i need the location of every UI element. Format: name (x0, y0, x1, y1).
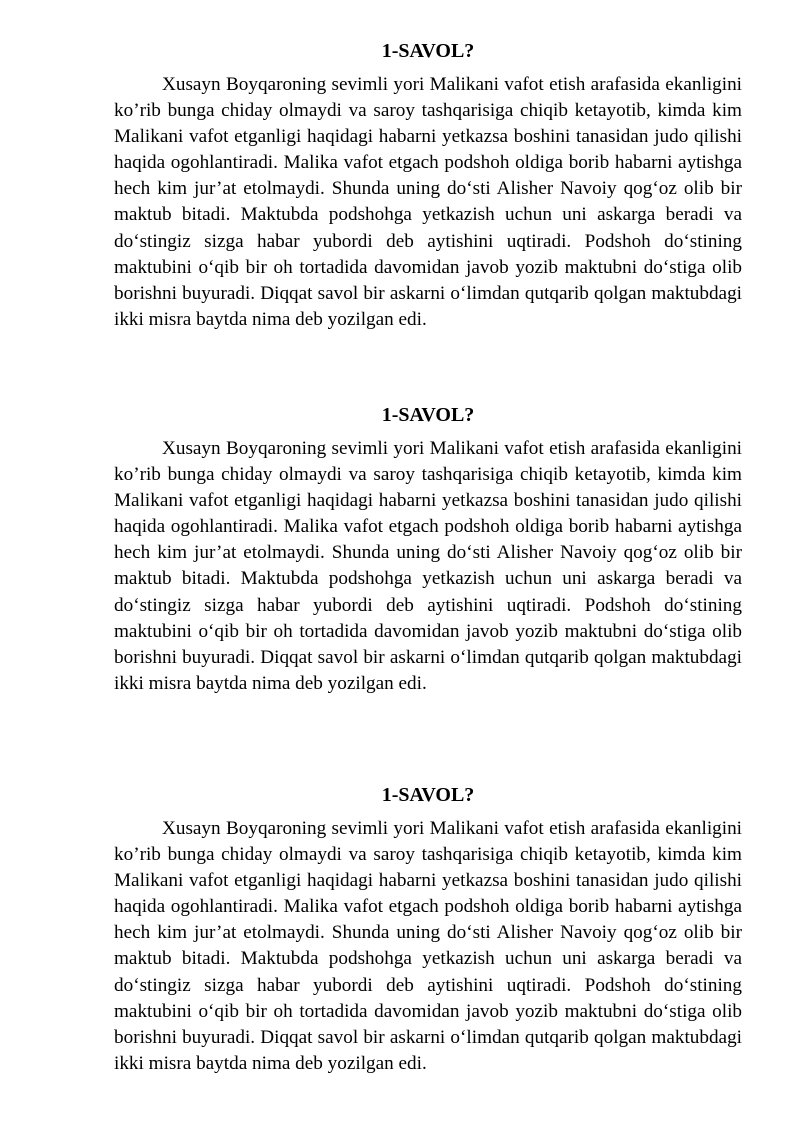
question-title: 1-SAVOL? (381, 404, 475, 426)
question-title: 1-SAVOL? (381, 784, 475, 806)
question-text: Xusayn Boyqaroning sevimli yori Malikani vafot etish arafasida ekanligini ko’rib bunga chiday olmaydi va saroy tashqarisiga chiqib ketayotib, kimda kim Malikani vafot etganligi haqidagi habarni yetkazsa boshini tanasidan judo qilishi haqida ogohlantiradi. Malika vafot etgach podshoh oldiga borib habarni aytishga hech kim jur’at etolmaydi. Shunda uning do‘sti Alisher Navoiy qog‘oz olib bir maktub bitadi. Maktubda podshohga yetkazish uchun uni askarga beradi va do‘stingiz sizga habar yubordi deb aytishini uqtiradi. Podshoh do‘stining maktubini o‘qib bir oh tortadida davomidan javob yozib maktubni do‘stiga olib borishni buyuradi. Diqqat savol bir askarni o‘limdan qutqarib qolgan maktubdagi ikki misra baytda nima deb yozilgan edi. (114, 818, 742, 1074)
question-title: 1-SAVOL? (381, 40, 475, 62)
question-section (114, 38, 742, 333)
question-text: Xusayn Boyqaroning sevimli yori Malikani vafot etish arafasida ekanligini ko’rib bunga chiday olmaydi va saroy tashqarisiga chiqib ketayotib, kimda kim Malikani vafot etganligi haqidagi habarni yetkazsa boshini tanasidan judo qilishi haqida ogohlantiradi. Malika vafot etgach podshoh oldiga borib habarni aytishga hech kim jur’at etolmaydi. Shunda uning do‘sti Alisher Navoiy qog‘oz olib bir maktub bitadi. Maktubda podshohga yetkazish uchun uni askarga beradi va do‘stingiz sizga habar yubordi deb aytishini uqtiradi. Podshoh do‘stining maktubini o‘qib bir oh tortadida davomidan javob yozib maktubni do‘stiga olib borishni buyuradi. Diqqat savol bir askarni o‘limdan qutqarib qolgan maktubdagi ikki misra baytda nima deb yozilgan edi. (114, 438, 742, 694)
question-text: Xusayn Boyqaroning sevimli yori Malikani vafot etish arafasida ekanligini ko’rib bunga chiday olmaydi va saroy tashqarisiga chiqib ketayotib, kimda kim Malikani vafot etganligi haqidagi habarni yetkazsa boshini tanasidan judo qilishi haqida ogohlantiradi. Malika vafot etgach podshoh oldiga borib habarni aytishga hech kim jur’at etolmaydi. Shunda uning do‘sti Alisher Navoiy qog‘oz olib bir maktub bitadi. Maktubda podshohga yetkazish uchun uni askarga beradi va do‘stingiz sizga habar yubordi deb aytishini uqtiradi. Podshoh do‘stining maktubini o‘qib bir oh tortadida davomidan javob yozib maktubni do‘stiga olib borishni buyuradi. Diqqat savol bir askarni o‘limdan qutqarib qolgan maktubdagi ikki misra baytda nima deb yozilgan edi. (114, 74, 742, 330)
question-section (114, 782, 742, 1077)
question-section (114, 402, 742, 697)
